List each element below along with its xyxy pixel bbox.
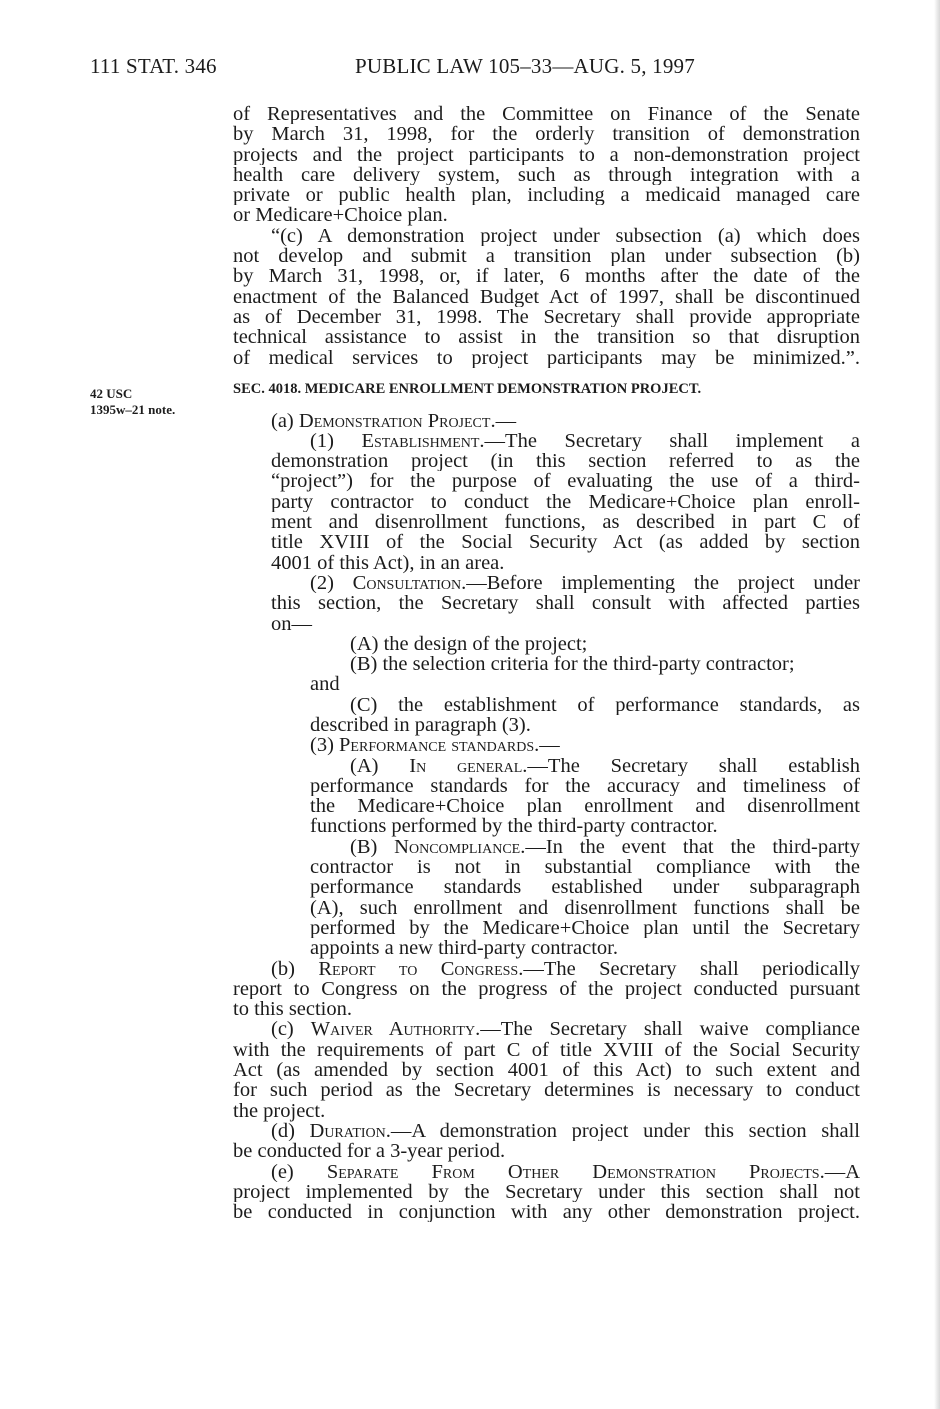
line-text: (A) [350,755,410,776]
line-text: contractor is not in substantial compliance with the [310,857,860,878]
line-text: to this section. [233,998,353,1021]
text-line [233,1141,860,1161]
body-text [233,104,860,1222]
text-line [233,654,860,674]
text-line [233,573,860,593]
line-text: technical assistance to assist in the transition so that disruption [233,327,860,348]
margin-note [90,386,175,418]
text-line [233,695,860,715]
line-text: by March 31, 1998, or, if later, 6 months after the date of the [233,266,860,287]
line-text: “project”) for the purpose of evaluating the use of a third- [271,471,860,492]
text-line [233,246,860,266]
line-text: (B) [350,836,395,858]
line-text: Act (as amended by section 4001 of this Act) to such extent and [233,1060,860,1081]
text-line [233,492,860,512]
text-line [233,1162,860,1182]
line-text: (e) [271,1161,327,1182]
text-line [233,877,860,897]
line-text: the Medicare+Choice plan enrollment and disenrollment [310,796,860,817]
text-line [233,205,860,225]
text-line [233,959,860,979]
line-text: or Medicare+Choice plan. [233,204,448,227]
text-line [233,287,860,307]
text-line [233,1202,860,1222]
line-text: (d) [271,1120,310,1142]
text-line [233,553,860,573]
text-line [233,266,860,286]
line-text: (b) [271,958,319,979]
text-line [233,348,860,368]
line-text: .—The Secretary shall implement a [479,430,860,452]
text-line [233,1121,860,1141]
line-text: .—In the event that the third-party [520,836,860,858]
text-line [233,1060,860,1080]
text-line [233,715,860,735]
text-line [233,938,860,958]
line-text: project implemented by the Secretary under this section shall not [233,1181,860,1203]
line-text: and [310,673,340,696]
line-text: .—The Secretary shall periodically [518,958,860,979]
text-line [233,776,860,796]
text-line [233,979,860,999]
section-heading: SEC. 4018. MEDICARE ENROLLMENT DEMONSTRATION PROJECT. [233,380,702,397]
subsection-heading: Consultation [352,572,462,594]
subsection-heading: Separate From Other Demonstration Projects [326,1161,820,1182]
subsection-heading: Duration [309,1120,386,1142]
line-text: performance standards established under subparagraph [310,877,860,898]
line-text: (3) [310,734,340,757]
line-text: by March 31, 1998, for the orderly transition of demonstration [233,124,860,145]
line-text: ment and disenrollment functions, as described in part C of [271,512,860,533]
line-text: (A) the design of the project; [350,632,588,655]
subsection-heading: Report to Congress [318,958,519,979]
text-line [233,451,860,471]
line-text: enactment of the Balanced Budget Act of 1997, shall be discontinued [233,286,860,307]
line-text: performance standards for the accuracy and timeliness of [310,775,860,797]
line-text: the project. [233,1099,326,1122]
line-text: on— [271,612,312,635]
line-text: be conducted for a 3-year period. [233,1140,506,1163]
line-text: .— [534,734,560,757]
line-text: (a) [271,409,299,432]
text-line [233,898,860,918]
subsection-heading: Establishment [361,430,480,452]
text-line [233,165,860,185]
line-text: (C) the establishment of performance standards, as [350,694,860,715]
line-text: .—The Secretary shall waive compliance [475,1019,860,1040]
text-line [233,512,860,532]
line-text: functions performed by the third-party contractor. [310,815,718,838]
line-text: appoints a new third-party contractor. [310,937,618,960]
subsection-heading: Waiver Authority [310,1019,476,1040]
text-line [233,735,860,755]
line-text: of Representatives and the Committee on Finance of the Senate [233,104,860,125]
text-line [233,796,860,816]
text-line [233,634,860,654]
text-line [233,431,860,451]
page-edge-shadow [934,0,940,1409]
text-line [233,226,860,246]
text-line [233,145,860,165]
line-text: (A), such enrollment and disenrollment functions shall be [310,897,860,918]
line-text: this section, the Secretary shall consult with affected parties [271,593,860,614]
statute-page-number: 111 STAT. 346 [90,54,217,78]
line-text: be conducted in conjunction with any other demonstration project. [233,1202,860,1223]
line-text: not develop and submit a transition plan under subsection (b) [233,246,860,267]
margin-note-line: 42 USC [90,386,133,401]
text-line [233,756,860,776]
line-text: (c) [271,1019,311,1040]
subsection-heading: Performance standards [339,734,535,757]
text-line [233,124,860,144]
subsection-heading: In general [409,755,523,776]
line-text: .—The Secretary shall establish [522,755,860,776]
text-line [233,614,860,634]
line-text: “(c) A demonstration project under subsection (a) which does [271,225,860,247]
line-text: demonstration project (in this section referred to as the [271,451,860,472]
text-line [233,532,860,552]
text-line [233,816,860,836]
line-text: title XVIII of the Social Security Act (as added by section [271,532,860,553]
line-text: as of December 31, 1998. The Secretary shall provide appropriate [233,306,860,328]
line-text: 4001 of this Act), in an area. [271,551,505,574]
line-text: .—A demonstration project under this section shall [385,1120,860,1142]
margin-note-line: 1395w–21 note. [90,402,176,417]
line-text: for such period as the Secretary determines is necessary to conduct [233,1080,860,1101]
subsection-heading: Demonstration Project [298,409,491,432]
line-text: described in paragraph (3). [310,714,531,736]
text-line [233,918,860,938]
line-text: .—Before implementing the project under [461,572,860,594]
running-header: PUBLIC LAW 105–33—AUG. 5, 1997 [355,54,695,78]
line-text: with the requirements of part C of title XVIII of the Social Security [233,1039,860,1061]
line-text: (2) [310,572,353,594]
line-text: .— [490,409,517,432]
text-line [233,307,860,327]
line-text: performed by the Medicare+Choice plan until the Secretary [310,917,860,939]
text-line [233,327,860,347]
line-text: health care delivery system, such as through integration with a [233,164,860,186]
text-line [233,1019,860,1039]
text-line [233,1101,860,1121]
line-text: (B) the selection criteria for the third-party contractor; [350,653,795,676]
text-line [233,1040,860,1060]
line-text: report to Congress on the progress of the project conducted pursuant [233,978,860,1000]
text-line [233,593,860,613]
text-line [233,411,860,431]
line-text: of medical services to project participants may be minimized.”. [233,347,860,368]
line-text: party contractor to conduct the Medicare+Choice plan enroll- [271,491,860,513]
section-text [233,411,860,1223]
line-text: private or public health plan, including a medicaid managed care [233,185,860,206]
line-text: (1) [310,430,362,452]
line-text: .—A [819,1161,860,1182]
text-line [233,857,860,877]
text-line [233,837,860,857]
text-line [233,1080,860,1100]
text-line [233,674,860,694]
text-line [233,104,860,124]
subsection-heading: Noncompliance [394,836,521,858]
text-line [233,1182,860,1202]
text-line [233,471,860,491]
text-line [233,185,860,205]
text-line [233,999,860,1019]
line-text: projects and the project participants to a non-demonstration project [233,144,860,165]
continued-text [233,104,860,368]
